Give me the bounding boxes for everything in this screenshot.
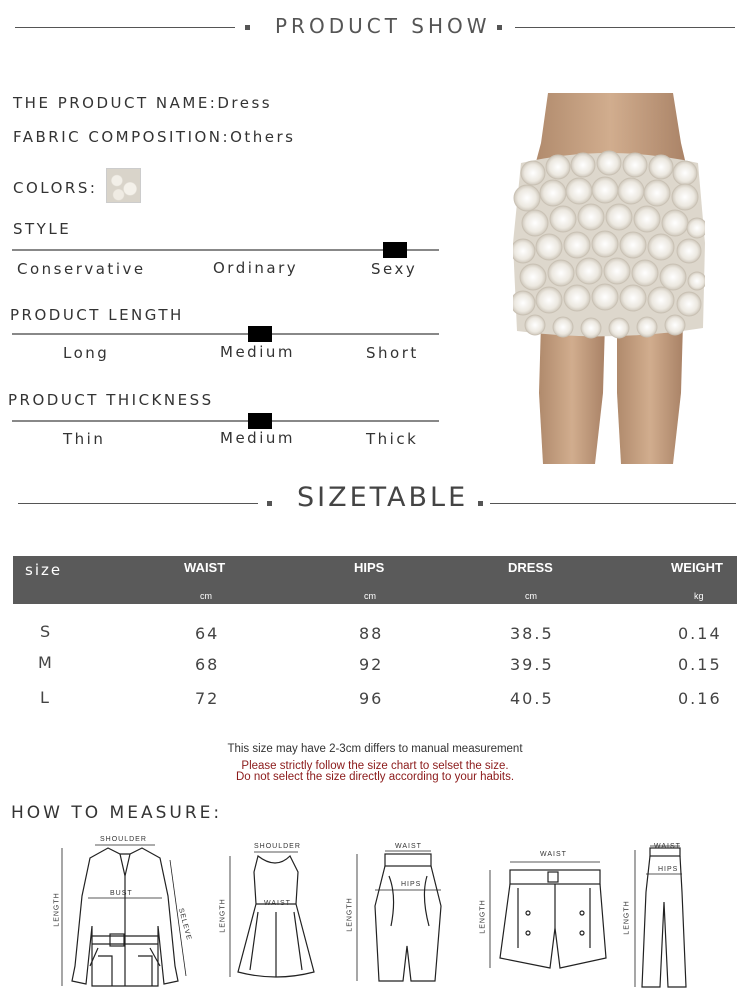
thickness-track (12, 420, 439, 422)
fabric-value: Others (230, 128, 296, 146)
cell-hips: 92 (359, 655, 384, 674)
colors-label: COLORS: (13, 179, 98, 197)
cell-waist: 68 (195, 655, 220, 674)
sizetable-dot-right (478, 501, 483, 506)
fabric-row (13, 128, 295, 146)
thickness-option-medium: Medium (220, 429, 295, 447)
shorts-waist-label: WAIST (540, 851, 567, 858)
dress-diagram (218, 842, 328, 992)
length-marker (248, 326, 272, 342)
sizetable-line-right (490, 503, 736, 504)
measure-title: HOW TO MEASURE: (11, 803, 223, 823)
header-dress: DRESS (508, 560, 553, 575)
style-option-conservative: Conservative (17, 260, 146, 278)
header-waist: WAIST (184, 560, 226, 575)
length-label: PRODUCT LENGTH (10, 306, 184, 324)
product-name-label: THE PRODUCT NAME: (13, 94, 218, 112)
product-name-row (13, 94, 272, 112)
pants-waist-label: WAIST (654, 843, 681, 850)
size-note: This size may have 2-3cm differs to manual measurement (227, 743, 523, 755)
style-track (12, 249, 439, 251)
cell-size: L (40, 688, 51, 707)
unit-hips: cm (364, 591, 376, 601)
dress-shoulder-label: SHOULDER (254, 843, 301, 850)
skirt-length-label: LENGTH (346, 897, 354, 932)
sizetable-dot-left (267, 501, 272, 506)
product-name-value: Dress (217, 94, 273, 112)
style-marker (383, 242, 407, 258)
pants-length-label: LENGTH (623, 900, 631, 935)
cell-weight: 0.14 (678, 624, 722, 643)
color-swatch[interactable] (106, 168, 141, 203)
header-weight: WEIGHT (671, 560, 723, 575)
thickness-option-thin: Thin (63, 430, 106, 448)
sizetable-line-left (18, 503, 258, 504)
length-option-medium: Medium (220, 343, 295, 361)
pants-hips-label: HIPS (658, 866, 679, 873)
jacket-sleeve-label: SELEVE (176, 907, 193, 942)
jacket-shoulder-label: SHOULDER (100, 836, 147, 843)
cell-hips: 96 (359, 689, 384, 708)
header-size: size (25, 561, 63, 579)
header-line-left (15, 27, 235, 28)
unit-dress: cm (525, 591, 537, 601)
style-option-ordinary: Ordinary (213, 259, 299, 277)
cell-dress: 40.5 (510, 689, 554, 708)
skirt-diagram (345, 843, 445, 986)
size-warning-2: Do not select the size directly according to your habits. (235, 771, 515, 783)
skirt-hips-label: HIPS (401, 881, 422, 888)
header-dot-left (245, 25, 250, 30)
cell-waist: 64 (195, 624, 220, 643)
product-photo (513, 93, 705, 464)
jacket-length-label: LENGTH (53, 892, 61, 927)
cell-weight: 0.16 (678, 689, 722, 708)
dress-waist-label: WAIST (264, 900, 291, 907)
header-dot-right (497, 25, 502, 30)
dress-length-label: LENGTH (219, 898, 227, 933)
size-warning-1: Please strictly follow the size chart to selset the size. (241, 760, 509, 772)
cell-size: M (38, 653, 54, 672)
shorts-diagram (478, 848, 608, 978)
cell-dress: 38.5 (510, 624, 554, 643)
length-option-long: Long (63, 344, 110, 362)
unit-waist: cm (200, 591, 212, 601)
length-track (12, 333, 439, 335)
cell-waist: 72 (195, 689, 220, 708)
header-line-right (515, 27, 735, 28)
shorts-length-label: LENGTH (479, 899, 487, 934)
cell-weight: 0.15 (678, 655, 722, 674)
jacket-bust-label: BUST (110, 890, 133, 897)
fabric-label: FABRIC COMPOSITION: (13, 128, 231, 146)
sizetable-title: SIZETABLE (297, 482, 469, 513)
cell-dress: 39.5 (510, 655, 554, 674)
header-title: PRODUCT SHOW (275, 14, 491, 38)
thickness-marker (248, 413, 272, 429)
cell-size: S (40, 622, 53, 641)
header-hips: HIPS (354, 560, 385, 575)
pants-diagram (620, 842, 700, 992)
length-option-short: Short (366, 344, 419, 362)
style-label: STYLE (13, 220, 72, 238)
thickness-option-thick: Thick (366, 430, 419, 448)
thickness-label: PRODUCT THICKNESS (8, 391, 214, 409)
jacket-diagram (50, 836, 200, 996)
skirt-waist-label: WAIST (395, 843, 422, 850)
cell-hips: 88 (359, 624, 384, 643)
style-option-sexy: Sexy (371, 260, 418, 278)
unit-weight: kg (694, 591, 704, 601)
